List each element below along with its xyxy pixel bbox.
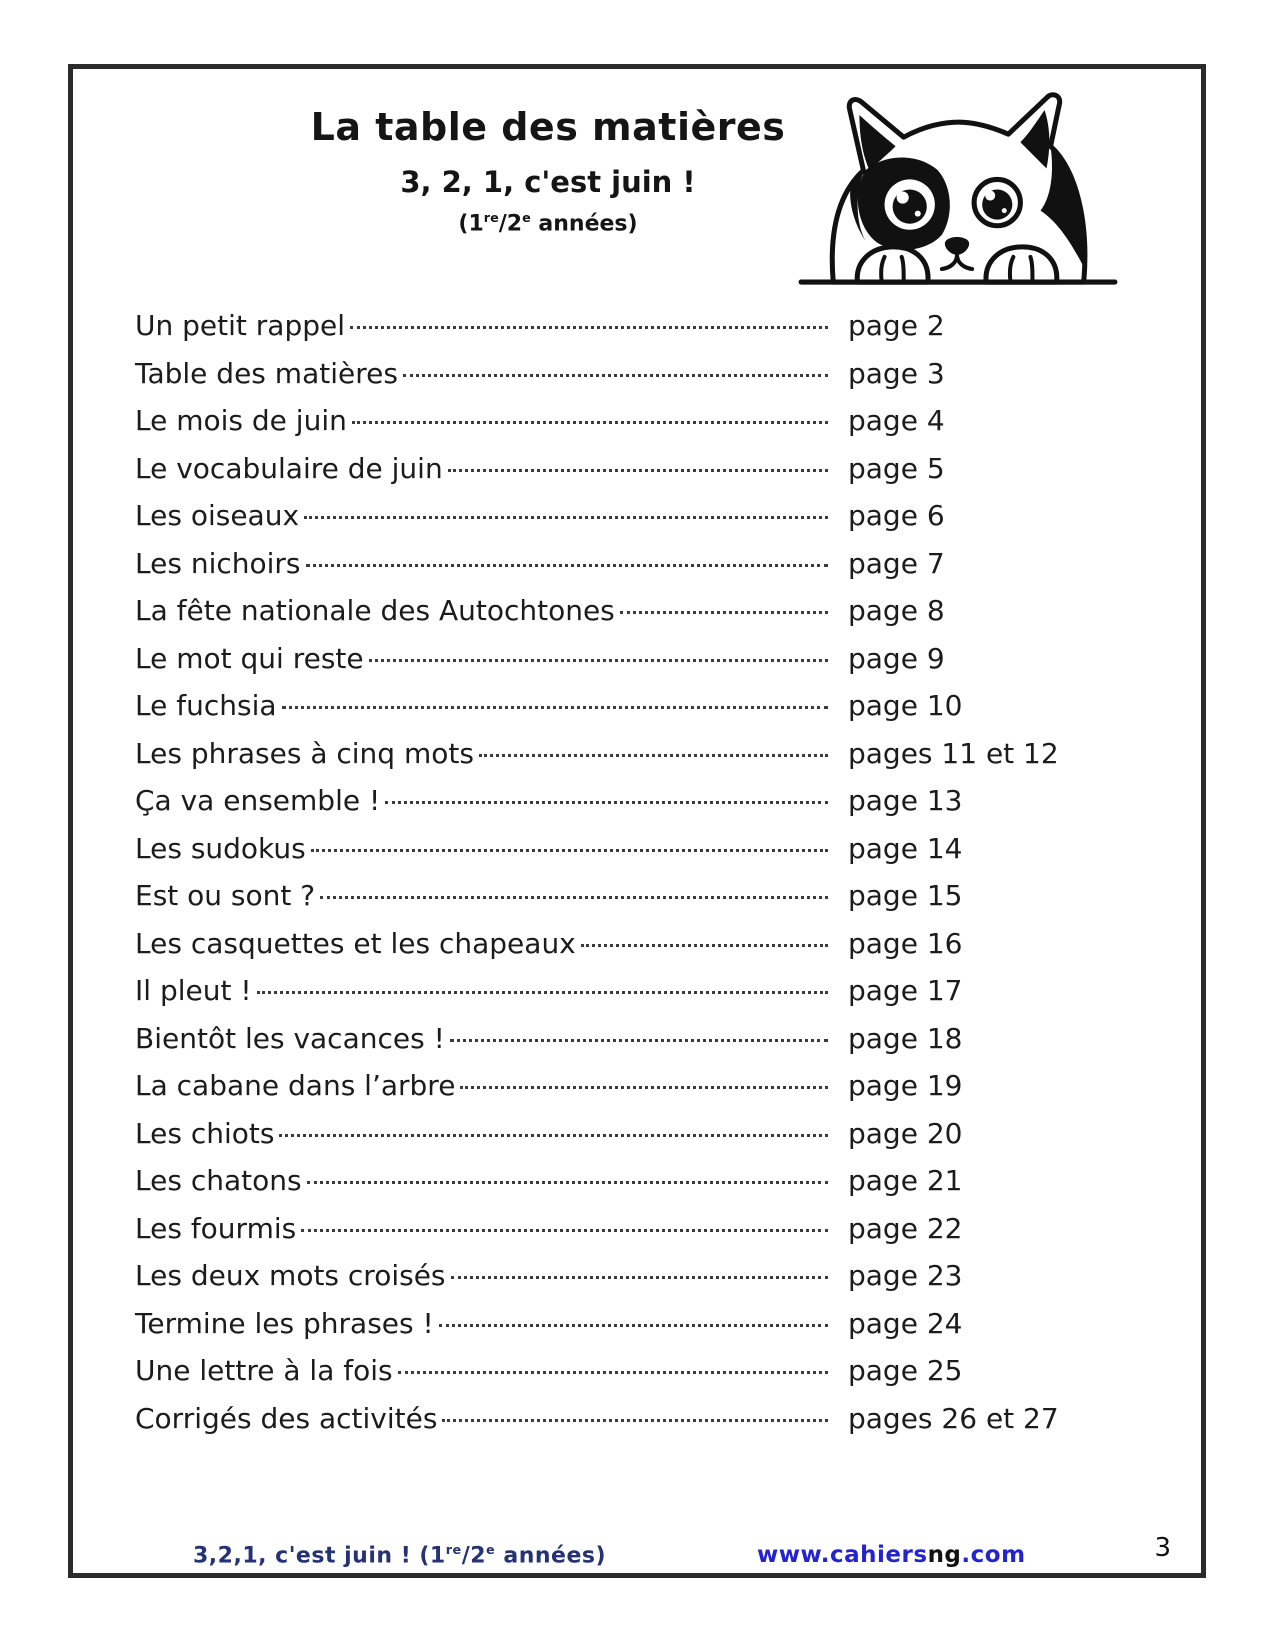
dot-leader <box>398 1371 828 1374</box>
toc-entry-main <box>135 784 830 817</box>
toc-entry-row <box>135 540 1201 588</box>
toc-entry-row <box>135 1110 1201 1158</box>
toc-entry-label: Table des matières <box>135 356 398 390</box>
toc-entry-row <box>135 445 1201 493</box>
toc-entry-label: Termine les phrases ! <box>135 1306 434 1340</box>
toc-entry-main <box>135 737 830 770</box>
toc-entry-page: page 9 <box>848 641 945 675</box>
dot-leader <box>307 1181 828 1184</box>
dot-leader <box>442 1419 828 1422</box>
toc-entry-page: page 22 <box>848 1211 963 1245</box>
toc-entry-row <box>135 920 1201 968</box>
toc-entry-page: page 24 <box>848 1306 963 1340</box>
toc-entry-page: page 25 <box>848 1354 963 1388</box>
toc-entry-row <box>135 1395 1201 1443</box>
dot-leader <box>306 564 829 567</box>
grade-text: (1 <box>458 211 484 237</box>
footer-title-text: 3,2,1, c'est juin ! (1 <box>193 1543 446 1568</box>
grade-sup-e: e <box>522 211 531 226</box>
toc-entry-row <box>135 1252 1201 1300</box>
toc-entry-main <box>135 1022 830 1055</box>
toc-entry-page: page 18 <box>848 1021 963 1055</box>
table-of-contents <box>73 302 1201 1442</box>
toc-entry-label: Corrigés des activités <box>135 1401 438 1435</box>
dot-leader <box>304 516 828 519</box>
page-border-frame <box>68 64 1206 1578</box>
toc-entry-page: page 5 <box>848 451 945 485</box>
toc-entry-row <box>135 825 1201 873</box>
dot-leader <box>479 754 828 757</box>
toc-entry-main <box>135 547 830 580</box>
toc-entry-row <box>135 967 1201 1015</box>
toc-entry-page: page 17 <box>848 974 963 1008</box>
toc-entry-label: Est ou sont ? <box>135 879 316 913</box>
toc-entry-page: page 8 <box>848 594 945 628</box>
toc-entry-main <box>135 404 830 437</box>
toc-entry-main <box>135 879 830 912</box>
footer-booklet-title <box>193 1543 606 1568</box>
page-subtitle: 3, 2, 1, c'est juin ! <box>400 165 696 199</box>
toc-entry-main <box>135 357 830 390</box>
dot-leader <box>257 991 828 994</box>
toc-entry-label: Une lettre à la fois <box>135 1354 393 1388</box>
toc-entry-row <box>135 587 1201 635</box>
toc-entry-label: Bientôt les vacances ! <box>135 1021 445 1055</box>
toc-entry-label: Les phrases à cinq mots <box>135 736 474 770</box>
toc-entry-page: page 3 <box>848 356 945 390</box>
footer-sup-re: re <box>445 1542 462 1558</box>
toc-entry-page: pages 11 et 12 <box>848 736 1059 770</box>
footer-title-end: années) <box>495 1543 607 1568</box>
dot-leader <box>369 659 828 662</box>
dot-leader <box>451 1276 828 1279</box>
dot-leader <box>279 1134 828 1137</box>
dot-leader <box>311 849 828 852</box>
toc-entry-row <box>135 350 1201 398</box>
toc-entry-label: Le mot qui reste <box>135 641 364 675</box>
toc-entry-label: Les chatons <box>135 1164 302 1198</box>
toc-entry-page: page 14 <box>848 831 963 865</box>
toc-entry-main <box>135 1354 830 1387</box>
dot-leader <box>439 1324 828 1327</box>
page-number: 3 <box>1154 1533 1171 1563</box>
toc-entry-label: Le vocabulaire de juin <box>135 451 443 485</box>
toc-entry-row <box>135 302 1201 350</box>
dot-leader <box>448 469 828 472</box>
toc-entry-row <box>135 492 1201 540</box>
toc-entry-page: page 20 <box>848 1116 963 1150</box>
toc-entry-row <box>135 1062 1201 1110</box>
toc-entry-row <box>135 1205 1201 1253</box>
toc-entry-label: Les deux mots croisés <box>135 1259 446 1293</box>
toc-entry-label: Les casquettes et les chapeaux <box>135 926 576 960</box>
toc-entry-main <box>135 1164 830 1197</box>
grade-text-end: années) <box>530 211 638 237</box>
toc-entry-main <box>135 642 830 675</box>
toc-entry-label: Les chiots <box>135 1116 275 1150</box>
toc-entry-label: La cabane dans l’arbre <box>135 1069 456 1103</box>
toc-entry-label: Les fourmis <box>135 1211 297 1245</box>
toc-entry-main <box>135 1212 830 1245</box>
toc-entry-label: Les oiseaux <box>135 499 300 533</box>
grade-text-mid: /2 <box>498 211 523 237</box>
toc-entry-main <box>135 927 830 960</box>
toc-entry-main <box>135 309 830 342</box>
footer-title-mid: /2 <box>461 1543 487 1568</box>
toc-entry-row <box>135 872 1201 920</box>
toc-entry-label: Les sudokus <box>135 831 306 865</box>
toc-entry-main <box>135 1117 830 1150</box>
toc-entry-page: pages 26 et 27 <box>848 1401 1059 1435</box>
toc-entry-main <box>135 594 830 627</box>
toc-entry-page: page 13 <box>848 784 963 818</box>
toc-entry-row <box>135 730 1201 778</box>
toc-entry-page: page 10 <box>848 689 963 723</box>
document-header <box>73 69 1201 302</box>
toc-entry-main <box>135 1259 830 1292</box>
dot-leader <box>620 611 828 614</box>
toc-entry-page: page 6 <box>848 499 945 533</box>
toc-entry-page: page 23 <box>848 1259 963 1293</box>
toc-entry-label: Ça va ensemble ! <box>135 784 381 818</box>
toc-entry-label: Un petit rappel <box>135 309 345 343</box>
toc-entry-row <box>135 1300 1201 1348</box>
dot-leader <box>320 896 828 899</box>
toc-entry-page: page 19 <box>848 1069 963 1103</box>
cat-illustration-icon <box>791 81 1123 299</box>
toc-entry-label: Le fuchsia <box>135 689 277 723</box>
dot-leader <box>403 374 828 377</box>
dot-leader <box>450 1039 828 1042</box>
toc-entry-page: page 15 <box>848 879 963 913</box>
toc-entry-main <box>135 452 830 485</box>
toc-entry-main <box>135 832 830 865</box>
footer-website-link[interactable] <box>757 1542 1026 1568</box>
toc-entry-row <box>135 635 1201 683</box>
toc-entry-row <box>135 682 1201 730</box>
page-title: La table des matières <box>310 105 786 149</box>
toc-entry-page: page 7 <box>848 546 945 580</box>
toc-entry-row <box>135 777 1201 825</box>
toc-entry-page: page 2 <box>848 309 945 343</box>
website-mid: ng <box>927 1542 962 1568</box>
dot-leader <box>350 326 828 329</box>
website-suffix: .com <box>961 1542 1026 1568</box>
toc-entry-main <box>135 499 830 532</box>
toc-entry-label: Le mois de juin <box>135 404 347 438</box>
toc-entry-main <box>135 1402 830 1435</box>
toc-entry-row <box>135 1015 1201 1063</box>
toc-entry-row <box>135 1347 1201 1395</box>
dot-leader <box>385 801 828 804</box>
toc-entry-row <box>135 397 1201 445</box>
toc-entry-main <box>135 689 830 722</box>
grade-sup-re: re <box>483 211 499 226</box>
toc-entry-page: page 21 <box>848 1164 963 1198</box>
toc-entry-label: La fête nationale des Autochtones <box>135 594 615 628</box>
footer-sup-e: e <box>486 1542 496 1558</box>
dot-leader <box>282 706 828 709</box>
dot-leader <box>352 421 828 424</box>
toc-entry-page: page 4 <box>848 404 945 438</box>
toc-entry-page: page 16 <box>848 926 963 960</box>
dot-leader <box>301 1229 828 1232</box>
toc-entry-main <box>135 1069 830 1102</box>
toc-entry-label: Il pleut ! <box>135 974 252 1008</box>
toc-entry-main <box>135 974 830 1007</box>
dot-leader <box>460 1086 828 1089</box>
dot-leader <box>581 944 828 947</box>
toc-entry-main <box>135 1307 830 1340</box>
toc-entry-label: Les nichoirs <box>135 546 301 580</box>
toc-entry-row <box>135 1157 1201 1205</box>
website-prefix: www.cahiers <box>757 1542 928 1568</box>
